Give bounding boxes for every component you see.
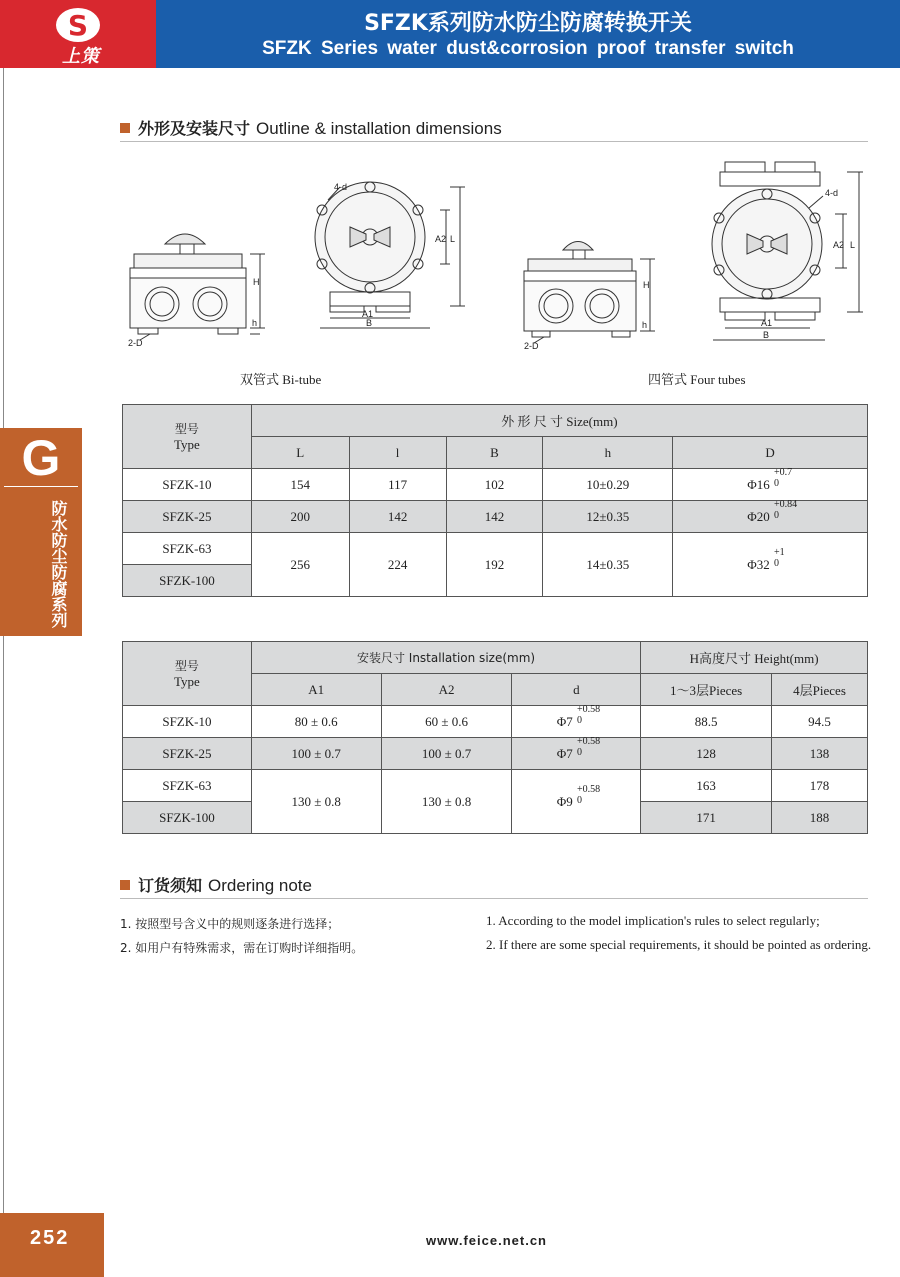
brand-logo	[0, 0, 156, 68]
svg-text:h: h	[642, 320, 648, 330]
svg-text:A2: A2	[833, 240, 845, 250]
size-group-header: 外 形 尺 寸 Size(mm)	[251, 405, 867, 437]
col-header: h	[543, 437, 673, 469]
note-en-2: 2. If there are some special requirements, it should be pointed as ordering.	[486, 937, 872, 952]
four-tube-front-drawing	[705, 158, 875, 353]
col-header: B	[446, 437, 543, 469]
note-cn-1: 1. 按照型号含义中的规则逐条进行选择；	[120, 917, 340, 931]
square-bullet-icon	[120, 880, 130, 890]
svg-text:A2: A2	[435, 234, 447, 244]
table-row: SFZK-25 200 142 142 12±0.35 Φ20 +0.84 0	[123, 501, 868, 533]
left-margin-line	[3, 68, 4, 1277]
table-row: SFZK-100 171 188	[123, 802, 868, 834]
table-row: SFZK-25 100 ± 0.7 100 ± 0.7 Φ7 +0.58 0 128 138	[123, 738, 868, 770]
page-number: 252	[0, 1213, 104, 1277]
svg-text:B: B	[763, 330, 770, 340]
type-header: 型号 Type	[123, 405, 252, 469]
bi-tube-side-drawing	[120, 222, 280, 352]
col-header: 4层Pieces	[772, 674, 868, 706]
size-table	[122, 404, 868, 597]
website-url: www.feice.net.cn	[426, 1233, 547, 1248]
page-title-en: SFZK Series water dust&corrosion proof transfer switch	[262, 38, 794, 59]
col-header: A2	[381, 674, 512, 706]
svg-text:4-d: 4-d	[334, 182, 348, 192]
svg-text:L: L	[850, 240, 856, 250]
section-heading-ordering: 订货须知 Ordering note	[120, 873, 312, 896]
section-divider	[120, 898, 868, 899]
col-header: 1～3层Pieces	[641, 674, 772, 706]
svg-text:B: B	[366, 318, 373, 328]
brand-name: 上策	[62, 46, 100, 67]
section-heading-outline: 外形及安装尺寸 Outline & installation dimensions	[120, 116, 502, 139]
svg-text:h: h	[252, 318, 258, 328]
svg-text:4-d: 4-d	[825, 188, 839, 198]
four-tube-caption: 四管式 Four tubes	[648, 372, 746, 387]
category-letter: G	[21, 430, 61, 486]
note-cn-2: 2. 如用户有特殊需求，需在订购时详细指明。	[120, 941, 364, 955]
table-row: SFZK-10 80 ± 0.6 60 ± 0.6 Φ7 +0.58 0 88.5 94.5	[123, 706, 868, 738]
table-row: SFZK-100	[123, 565, 868, 597]
col-header: L	[251, 437, 349, 469]
svg-text:H: H	[253, 277, 260, 287]
section-divider	[120, 141, 868, 142]
logo-s-icon	[48, 6, 108, 44]
svg-text:2-D: 2-D	[128, 338, 143, 348]
svg-text:L: L	[450, 234, 456, 244]
col-header: D	[673, 437, 868, 469]
installation-table	[122, 641, 868, 834]
four-tube-side-drawing	[518, 228, 678, 353]
install-group-header: 安装尺寸 Installation size(mm)	[251, 642, 640, 674]
category-side-tab	[0, 428, 82, 636]
note-en-1: 1. According to the model implication's rules to select regularly;	[486, 913, 820, 928]
col-header: A1	[251, 674, 381, 706]
category-label: 防水防尘防腐系列	[49, 500, 68, 628]
svg-text:A1: A1	[761, 318, 773, 328]
type-header: 型号 Type	[123, 642, 252, 706]
table-row: SFZK-10 154 117 102 10±0.29 Φ16 +0.7 0	[123, 469, 868, 501]
height-group-header: H高度尺寸 Height(mm)	[641, 642, 868, 674]
svg-text:S: S	[67, 9, 89, 42]
page-title-cn: SFZK系列防水防尘防腐转换开关	[364, 11, 692, 36]
table-row: SFZK-63 130 ± 0.8 130 ± 0.8 Φ9 +0.58 0 163 178	[123, 770, 868, 802]
square-bullet-icon	[120, 123, 130, 133]
col-header: d	[512, 674, 641, 706]
col-header: l	[349, 437, 446, 469]
svg-text:H: H	[643, 280, 650, 290]
svg-text:A1: A1	[362, 309, 374, 319]
svg-text:2-D: 2-D	[524, 341, 539, 351]
page-header	[0, 0, 900, 68]
bi-tube-front-drawing	[300, 172, 485, 347]
bi-tube-caption: 双管式 Bi-tube	[240, 372, 322, 387]
table-row: SFZK-63 256 224 192 14±0.35 Φ32 +1 0	[123, 533, 868, 565]
